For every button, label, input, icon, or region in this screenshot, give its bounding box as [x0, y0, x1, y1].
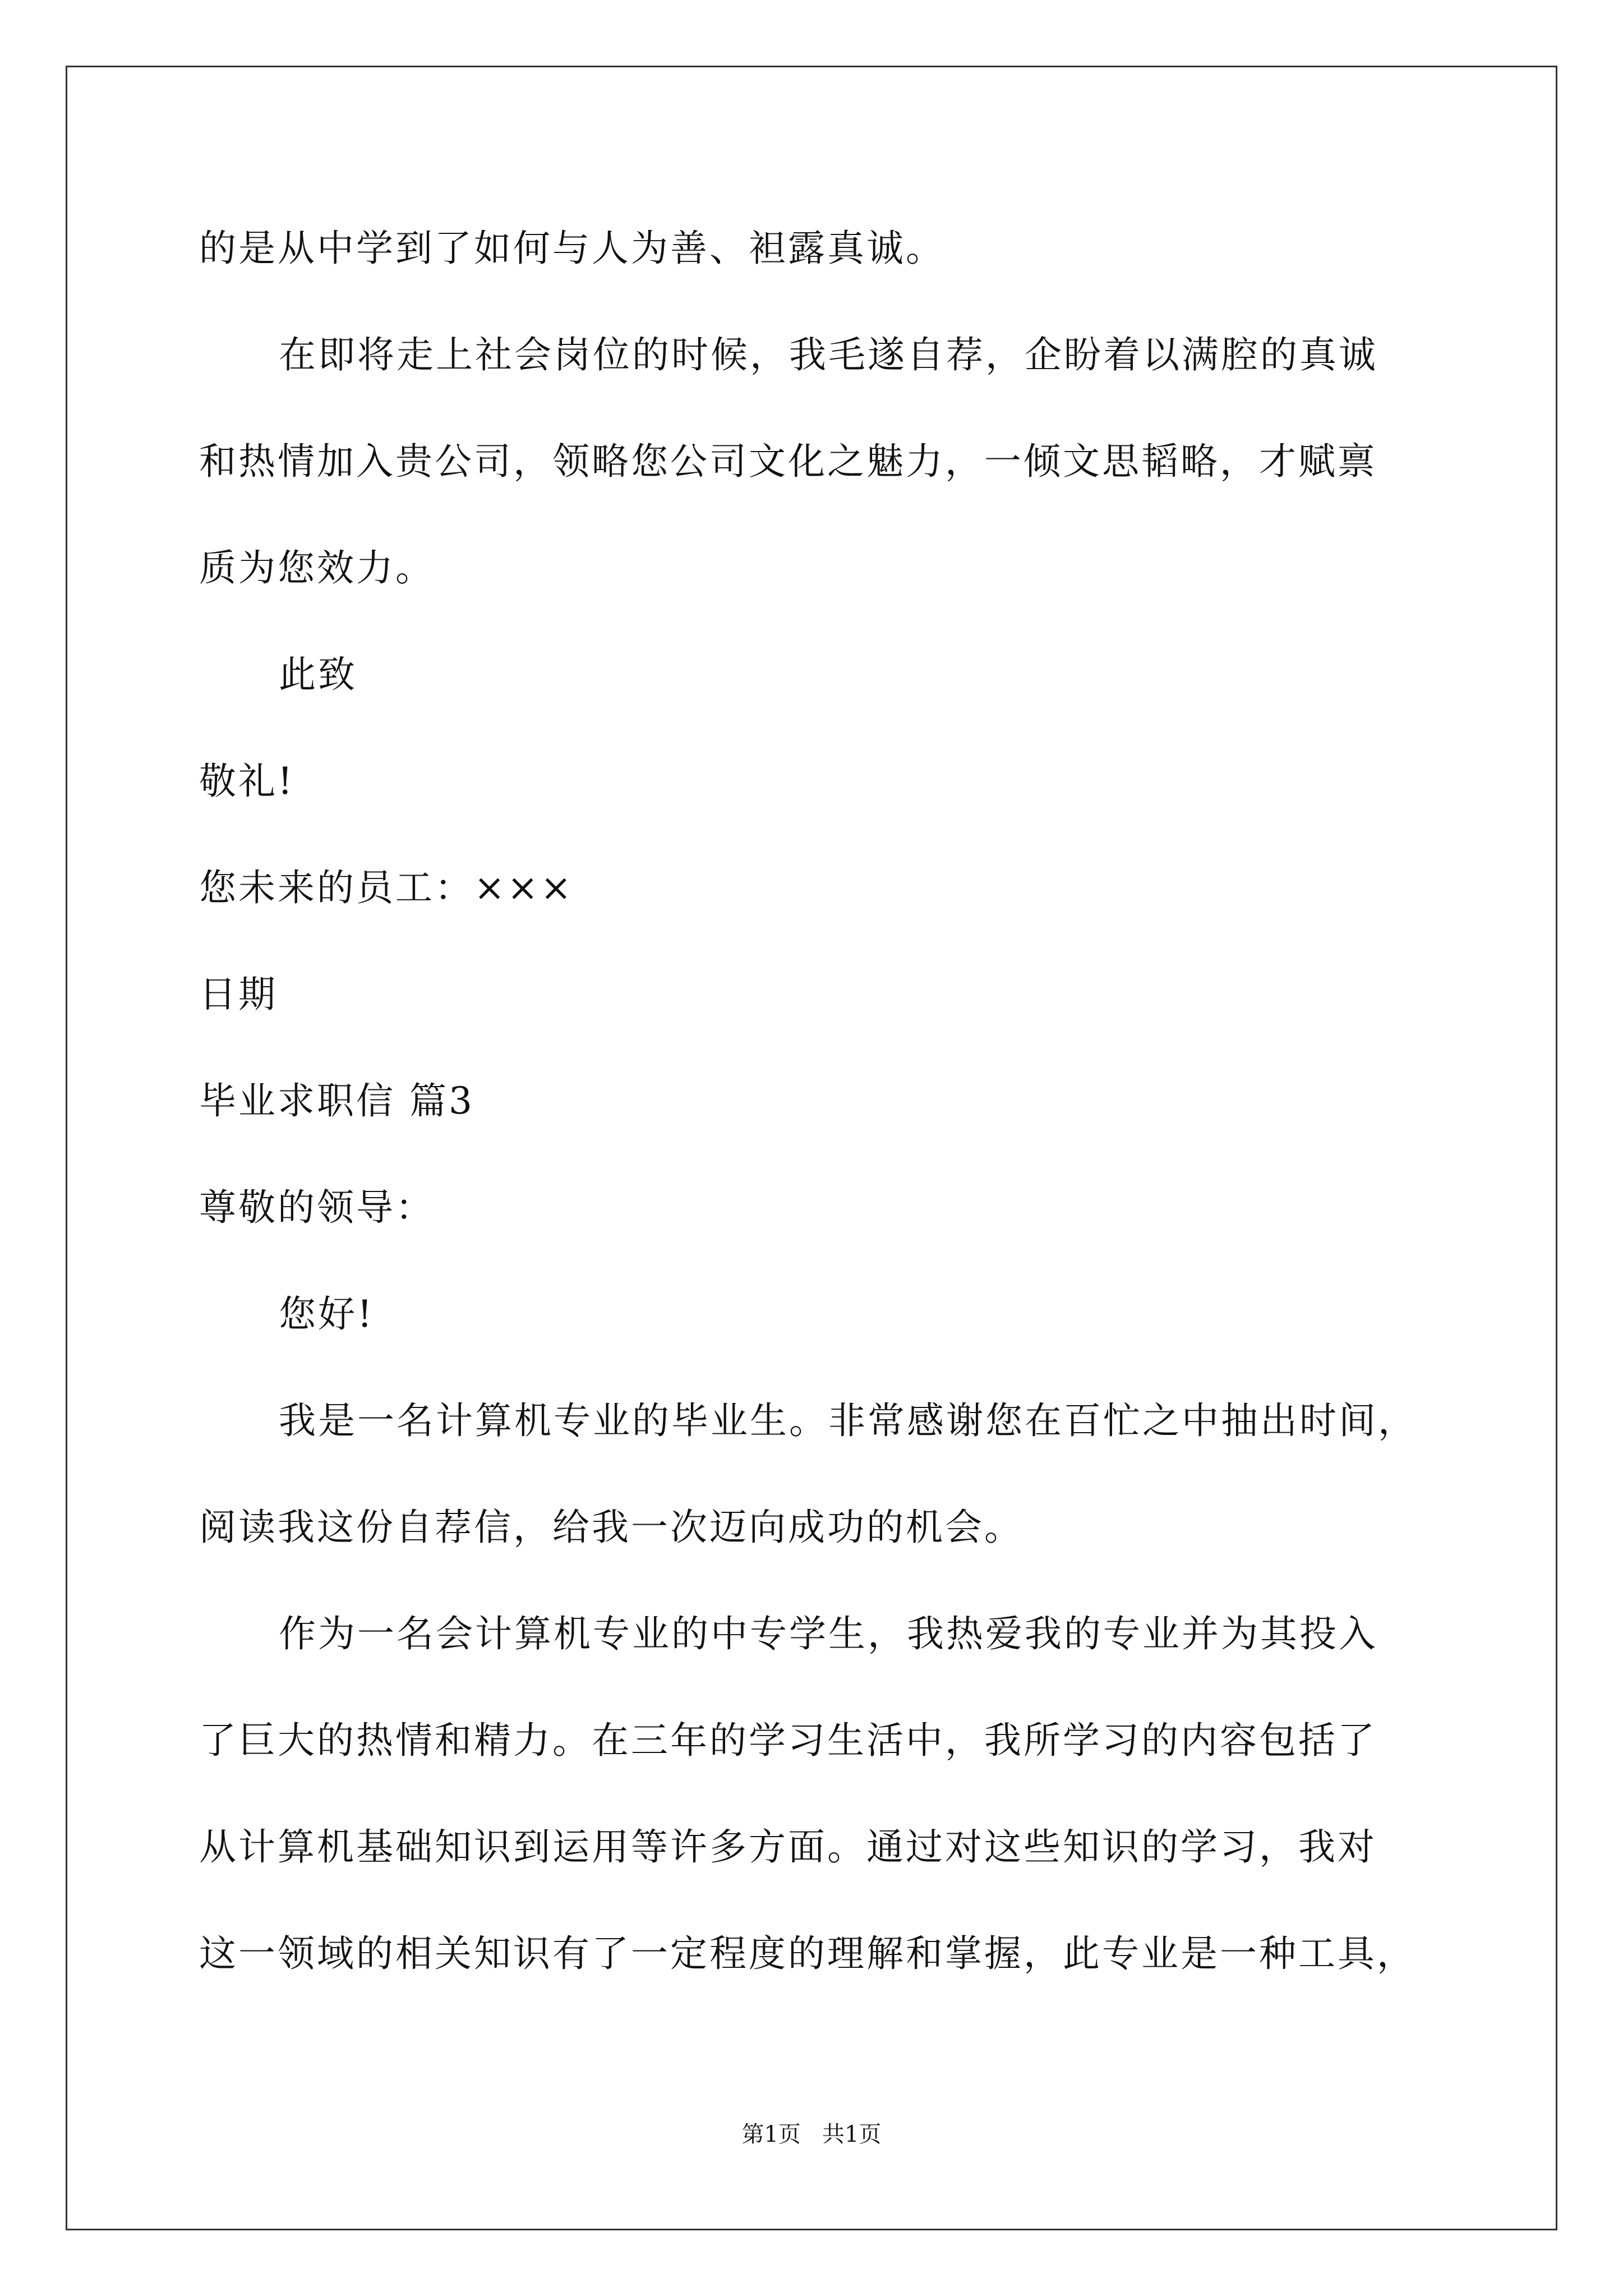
text-line: 作为一名会计算机专业的中专学生，我热爱我的专业并为其投入: [279, 1612, 1378, 1655]
text-line: 阅读我这份自荐信，给我一次迈向成功的机会。: [199, 1506, 1023, 1549]
closing-regards: 敬礼!: [199, 760, 295, 803]
section-heading: 毕业求职信 篇3: [199, 1079, 474, 1122]
page-number-footer: 第1页 共1页: [741, 2122, 882, 2147]
text-line: 在即将走上社会岗位的时候，我毛遂自荐，企盼着以满腔的真诚: [279, 333, 1378, 376]
text-line: 这一领域的相关知识有了一定程度的理解和掌握，此专业是一种工具，: [199, 1932, 1416, 1975]
closing-salutation: 此致: [279, 653, 357, 696]
text-line: 质为您效力。: [199, 546, 435, 590]
greeting: 您好!: [279, 1292, 375, 1336]
text-line: 的是从中学到了如何与人为善、袒露真诚。: [199, 227, 945, 270]
text-line: 了巨大的热情和精力。在三年的学习生活中，我所学习的内容包括了: [199, 1719, 1377, 1762]
text-line: 和热情加入贵公司，领略您公司文化之魅力，一倾文思韬略，才赋禀: [199, 440, 1377, 483]
page-border: [66, 66, 1557, 2230]
date-line: 日期: [199, 973, 278, 1016]
text-line: 从计算机基础知识到运用等许多方面。通过对这些知识的学习，我对: [199, 1825, 1377, 1869]
signature-line: 您未来的员工：×××: [199, 866, 574, 909]
text-line: 我是一名计算机专业的毕业生。非常感谢您在百忙之中抽出时间，: [279, 1399, 1417, 1442]
salutation: 尊敬的领导：: [199, 1186, 435, 1229]
